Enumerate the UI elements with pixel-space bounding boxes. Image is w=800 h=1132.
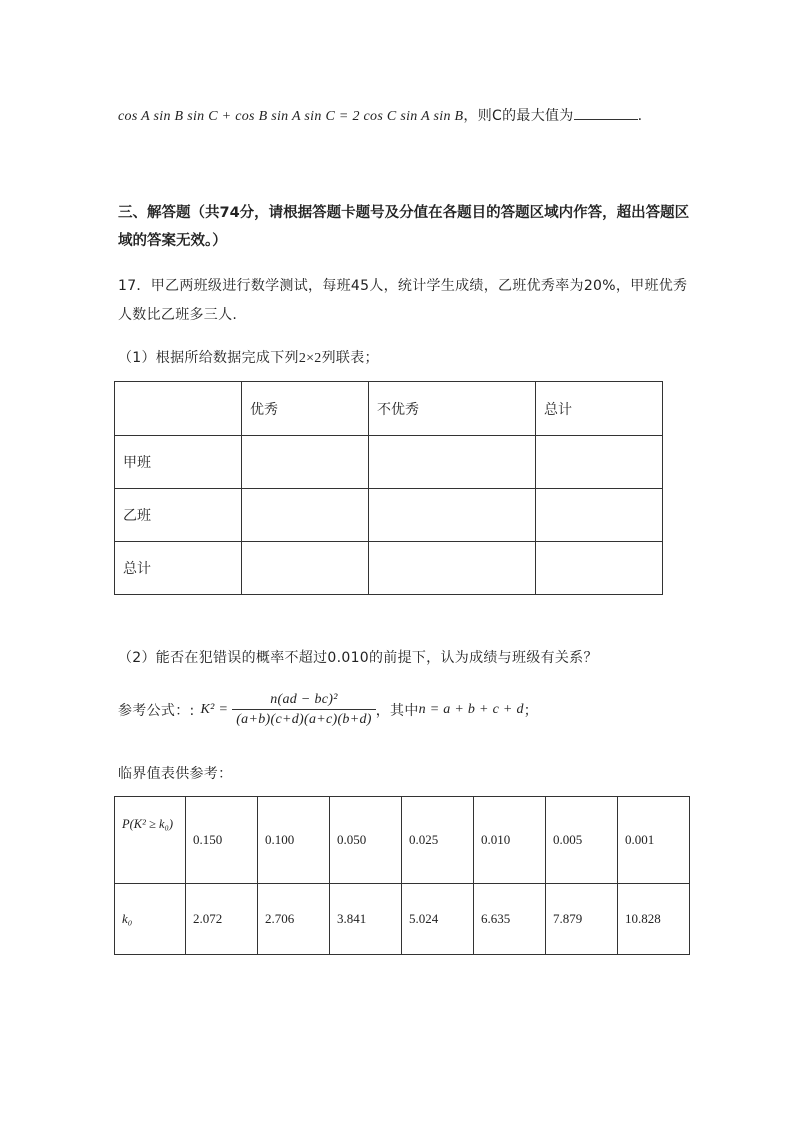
table-row <box>115 884 690 955</box>
contingency-table <box>114 381 663 595</box>
part-1-before: （1）根据所给数据完成下列 <box>118 350 299 366</box>
p-value-cell: 0.150 <box>186 797 258 884</box>
p-value-cell: 0.005 <box>546 797 618 884</box>
formula-numerator: n(ad − bc)² <box>232 692 376 710</box>
cell-a-total <box>536 436 663 489</box>
p-value-cell: 0.001 <box>618 797 690 884</box>
cell-a-excellent <box>242 436 369 489</box>
p-value-cell: 0.010 <box>474 797 546 884</box>
formula-n-definition: n = a + b + c + d <box>418 702 524 717</box>
k-value-cell: 6.635 <box>474 884 546 955</box>
table-row <box>115 436 663 489</box>
k-value-cell: 7.879 <box>546 884 618 955</box>
reference-formula <box>118 688 538 732</box>
trig-condition-line <box>118 105 642 125</box>
cell-b-excellent <box>242 489 369 542</box>
cell-b-not-excellent <box>369 489 536 542</box>
critical-value-table <box>114 796 690 955</box>
formula-label: 参考公式：: <box>118 703 195 719</box>
answer-blank <box>574 105 638 120</box>
formula-denominator: (a+b)(c+d)(a+c)(b+d) <box>236 712 372 727</box>
part-2-prompt: （2）能否在犯错误的概率不超过0.010的前提下，认为成绩与班级有关系？ <box>118 650 598 666</box>
formula-end: ； <box>523 703 539 719</box>
trig-equation: cos A sin B sin C + cos B sin A sin C = 2 cos C sin A sin B <box>118 109 464 124</box>
max-c-question: ，则C的最大值为 <box>463 108 574 124</box>
section-3-heading-line2: 域的答案无效。） <box>118 233 227 249</box>
header-not-excellent: 不优秀 <box>369 382 536 436</box>
table-row <box>115 489 663 542</box>
k-value-cell: 3.841 <box>330 884 402 955</box>
header-empty <box>115 382 242 436</box>
header-total: 总计 <box>536 382 663 436</box>
cell-total-not-excellent <box>369 542 536 595</box>
part-1-prompt <box>118 347 379 367</box>
p-value-cell: 0.050 <box>330 797 402 884</box>
cell-total-excellent <box>242 542 369 595</box>
row-label-total: 总计 <box>115 542 242 595</box>
question-17-line1: 17．甲乙两班级进行数学测试，每班45人，统计学生成绩，乙班优秀率为20%，甲班优秀 <box>118 278 688 294</box>
contingency-header-row <box>115 382 663 436</box>
formula-fraction <box>232 692 376 728</box>
cell-grand-total <box>536 542 663 595</box>
row-label-class-a: 甲班 <box>115 436 242 489</box>
cell-b-total <box>536 489 663 542</box>
p-value-cell: 0.025 <box>402 797 474 884</box>
formula-lhs: K² = <box>200 702 229 717</box>
section-3-heading-line1: 三、解答题（共74分，请根据答题卡题号及分值在各题目的答题区域内作答，超出答题区 <box>118 205 690 221</box>
header-excellent: 优秀 <box>242 382 369 436</box>
formula-middle: ，其中 <box>375 703 419 719</box>
k-value-cell: 2.706 <box>258 884 330 955</box>
cell-a-not-excellent <box>369 436 536 489</box>
question-17-line2: 人数比乙班多三人. <box>118 307 238 323</box>
k-row-header: k₀ <box>115 884 186 955</box>
k-value-cell: 5.024 <box>402 884 474 955</box>
k-value-cell: 10.828 <box>618 884 690 955</box>
fragment-end: . <box>637 108 643 124</box>
table-row <box>115 797 690 884</box>
row-label-class-b: 乙班 <box>115 489 242 542</box>
part-1-after: 列联表； <box>321 350 379 366</box>
p-row-header: P(K² ≥ k₀) <box>115 797 186 884</box>
part-1-expr: 2×2 <box>298 351 322 366</box>
p-value-cell: 0.100 <box>258 797 330 884</box>
k-value-cell: 2.072 <box>186 884 258 955</box>
critical-table-label: 临界值表供参考： <box>118 766 233 782</box>
table-row <box>115 542 663 595</box>
